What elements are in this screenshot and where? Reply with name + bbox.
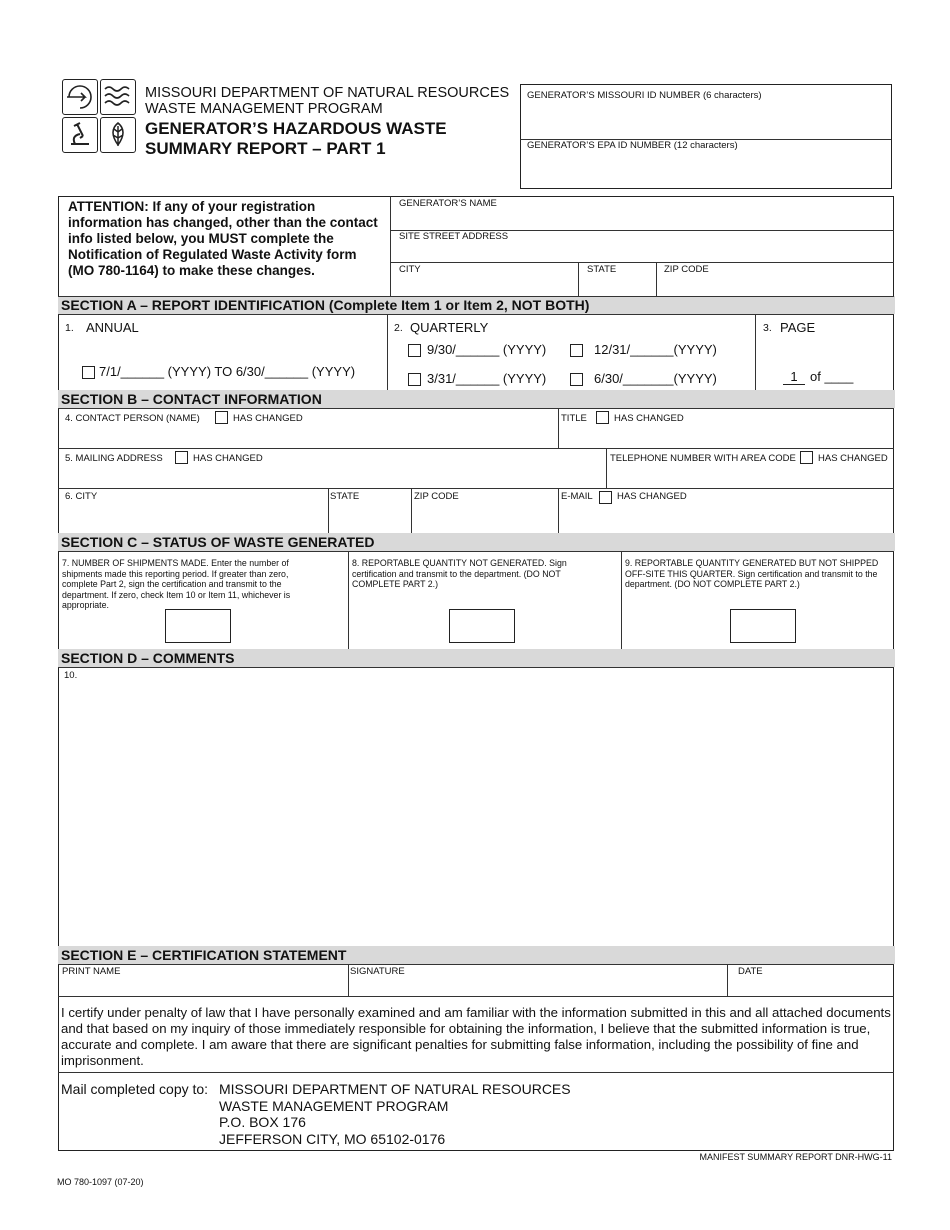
form-title-line2: SUMMARY REPORT – PART 1 <box>145 139 386 158</box>
title-label: TITLE <box>561 413 587 424</box>
q-12-31-checkbox[interactable] <box>570 344 583 357</box>
state-field[interactable] <box>332 504 408 530</box>
generator-name-label: GENERATOR’S NAME <box>399 198 497 209</box>
form-number: MO 780-1097 (07-20) <box>57 1177 144 1187</box>
leaf-icon <box>100 117 136 153</box>
contact-changed-checkbox[interactable] <box>215 411 228 424</box>
shipments-count-field[interactable] <box>165 609 231 643</box>
not-generated-field[interactable] <box>449 609 515 643</box>
site-city-label: CITY <box>399 264 421 275</box>
item1-number: 1. <box>65 322 74 334</box>
microscope-icon <box>62 117 98 153</box>
q-9-30-label: 9/30/______ (YYYY) <box>427 342 547 357</box>
certification-statement: I certify under penalty of law that I have personally examined and am familiar with the information submitted in this and all attached documents and that based on my inquiry of those immediately responsible for obtaining the information, I believe that the submitted information is true, accurate and complete. I am aware that there are significant penalties for submitting false information, including the possibility of fine and imprisonment. <box>61 1005 891 1068</box>
section-e-header: SECTION E – CERTIFICATION STATEMENT <box>58 946 895 964</box>
annual-checkbox[interactable] <box>82 366 95 379</box>
q-12-31-label: 12/31/______(YYYY) <box>594 342 717 357</box>
zip-label: ZIP CODE <box>414 491 459 502</box>
annual-period: 7/1/______ (YYYY) TO 6/30/______ (YYYY) <box>99 364 356 379</box>
q-3-31-checkbox[interactable] <box>408 373 421 386</box>
site-city-field[interactable] <box>395 276 575 294</box>
section-a-header: SECTION A – REPORT IDENTIFICATION (Complete Item 1 or Item 2, NOT BOTH) <box>58 296 895 314</box>
mailing-address-label: 5. MAILING ADDRESS <box>65 453 163 464</box>
item8-instructions: 8. REPORTABLE QUANTITY NOT GENERATED. Sign certification and transmit to the department. (DO NOT COMPLETE PART 2.) <box>352 558 567 590</box>
site-state-field[interactable] <box>582 276 652 294</box>
title-field[interactable] <box>562 426 890 446</box>
site-street-field[interactable] <box>395 243 890 260</box>
signature-label: SIGNATURE <box>350 966 405 977</box>
section-c-header: SECTION C – STATUS OF WASTE GENERATED <box>58 533 895 551</box>
q-9-30-checkbox[interactable] <box>408 344 421 357</box>
mailing-address-field[interactable] <box>62 466 602 486</box>
epa-id-label: GENERATOR’S EPA ID NUMBER (12 characters) <box>527 140 738 151</box>
email-changed-checkbox[interactable] <box>599 491 612 504</box>
item10-number: 10. <box>64 670 78 681</box>
section-d-header: SECTION D – COMMENTS <box>58 649 895 667</box>
page-number-field[interactable]: 1 <box>783 370 805 385</box>
print-name-label: PRINT NAME <box>62 966 121 977</box>
email-changed-label: HAS CHANGED <box>617 491 687 502</box>
email-label: E-MAIL <box>561 491 593 502</box>
title-changed-checkbox[interactable] <box>596 411 609 424</box>
mo-id-field[interactable] <box>525 103 885 135</box>
mailing-changed-label: HAS CHANGED <box>193 453 263 464</box>
site-state-label: STATE <box>587 264 617 275</box>
date-field[interactable] <box>731 978 889 994</box>
mail-line-1: MISSOURI DEPARTMENT OF NATURAL RESOURCES <box>219 1081 571 1097</box>
date-label: DATE <box>738 966 763 977</box>
site-zip-field[interactable] <box>660 276 890 294</box>
program-name: WASTE MANAGEMENT PROGRAM <box>145 101 383 117</box>
zip-field[interactable] <box>415 504 554 530</box>
contact-person-label: 4. CONTACT PERSON (NAME) <box>65 413 200 424</box>
mailing-changed-checkbox[interactable] <box>175 451 188 464</box>
item2-number: 2. <box>394 322 403 334</box>
site-zip-label: ZIP CODE <box>664 264 709 275</box>
email-field[interactable] <box>562 506 890 530</box>
mail-address <box>219 1081 571 1147</box>
comments-field[interactable] <box>62 682 890 942</box>
mail-to-label: Mail completed copy to: <box>61 1081 209 1097</box>
city-field[interactable] <box>62 504 324 530</box>
telephone-field[interactable] <box>610 466 890 486</box>
mail-line-3: P.O. BOX 176 <box>219 1114 306 1130</box>
contact-changed-label: HAS CHANGED <box>233 413 303 424</box>
epa-id-field[interactable] <box>525 153 885 185</box>
telephone-changed-checkbox[interactable] <box>800 451 813 464</box>
title-changed-label: HAS CHANGED <box>614 413 684 424</box>
telephone-label: TELEPHONE NUMBER WITH AREA CODE <box>610 453 796 464</box>
signature-field[interactable] <box>352 978 722 994</box>
mo-id-label: GENERATOR’S MISSOURI ID NUMBER (6 characters) <box>527 90 762 101</box>
contact-person-field[interactable] <box>62 426 554 446</box>
site-street-label: SITE STREET ADDRESS <box>399 231 509 242</box>
dept-name: MISSOURI DEPARTMENT OF NATURAL RESOURCES <box>145 85 510 101</box>
state-label: STATE <box>330 491 360 502</box>
annual-label: ANNUAL <box>86 320 139 335</box>
mail-line-4: JEFFERSON CITY, MO 65102-0176 <box>219 1130 446 1147</box>
form-code: MANIFEST SUMMARY REPORT DNR-HWG-11 <box>699 1152 892 1162</box>
item9-instructions: 9. REPORTABLE QUANTITY GENERATED BUT NOT SHIPPED OFF-SITE THIS QUARTER. Sign certification and transmit to the department. (DO NOT COMPLETE PART 2.) <box>625 558 879 590</box>
print-name-field[interactable] <box>62 978 344 994</box>
q-6-30-checkbox[interactable] <box>570 373 583 386</box>
quarterly-label: QUARTERLY <box>410 320 489 335</box>
q-3-31-label: 3/31/______ (YYYY) <box>427 371 547 386</box>
mail-line-2: WASTE MANAGEMENT PROGRAM <box>219 1097 449 1114</box>
page-label: PAGE <box>780 320 816 335</box>
form-title-line1: GENERATOR’S HAZARDOUS WASTE <box>145 119 447 138</box>
city-label: 6. CITY <box>65 491 98 502</box>
item7-instructions: 7. NUMBER OF SHIPMENTS MADE. Enter the number of shipments made this reporting period. If greater than zero, complete Part 2, sign the certification and transmit to the department. If zero, check Item 10 or Item 11, whichever is appropriate. <box>62 558 291 611</box>
attention-notice: ATTENTION: If any of your registration information has changed, other than the contact info listed below, you MUST complete the Notification of Regulated Waste Activity form (MO 780-1164) to make these changes. <box>68 199 378 278</box>
page-of-label: of ____ <box>810 369 854 384</box>
item3-number: 3. <box>763 322 772 334</box>
not-shipped-field[interactable] <box>730 609 796 643</box>
section-b-header: SECTION B – CONTACT INFORMATION <box>58 390 895 408</box>
air-icon <box>62 79 98 115</box>
telephone-changed-label: HAS CHANGED <box>818 453 888 464</box>
generator-name-field[interactable] <box>395 210 890 228</box>
water-icon <box>100 79 136 115</box>
q-6-30-label: 6/30/_______(YYYY) <box>594 371 717 386</box>
